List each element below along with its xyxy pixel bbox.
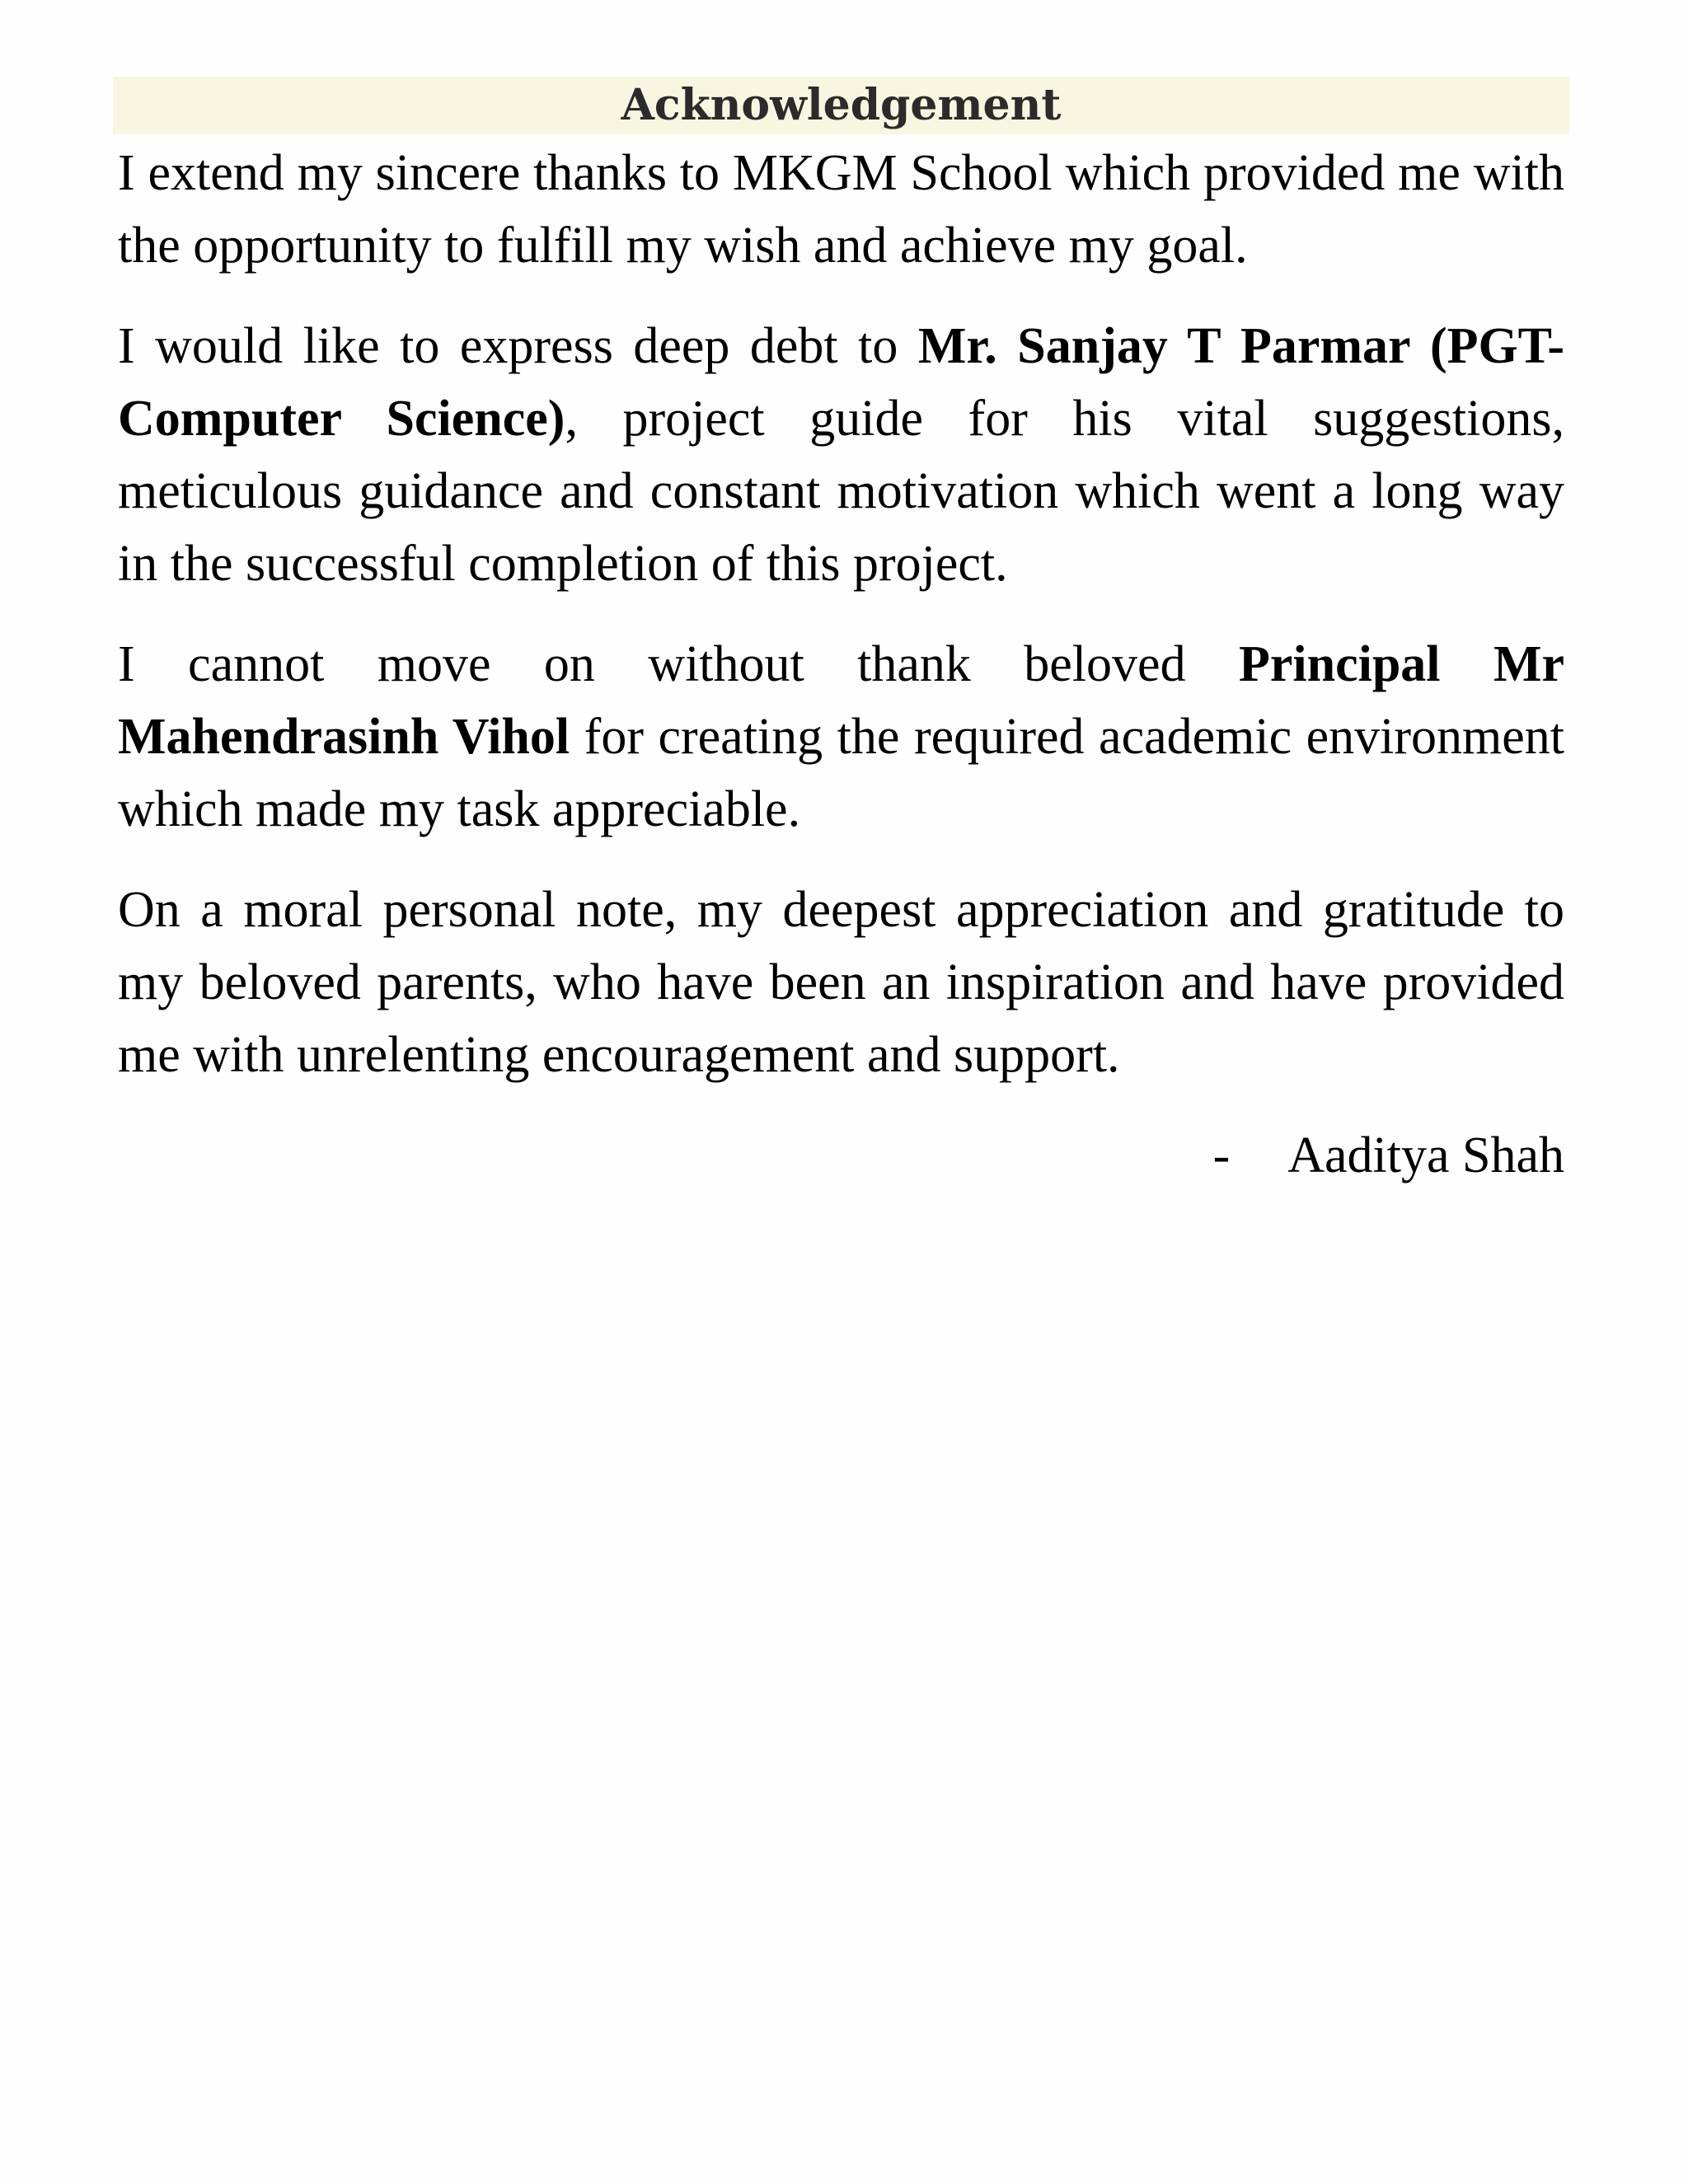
paragraph-text: On a moral personal note, my deepest appreciation and gratitude to my beloved parents, who have been an inspiration and have provided me with unrelenting encouragement and support.: [118, 882, 1564, 1083]
paragraph-school-thanks: [118, 137, 1564, 282]
title-banner: [113, 77, 1569, 134]
signature: [118, 1119, 1564, 1192]
page-title: Acknowledgement: [621, 80, 1062, 130]
paragraph-principal-thanks: [118, 628, 1564, 846]
paragraph-text-tail: , project guide for his vital suggestions, meticulous guidance and constant motivation which went a long way in the successful completion of this project.: [118, 391, 1564, 592]
acknowledgement-body: [118, 137, 1564, 1192]
paragraph-text-lead: I cannot move on without thank beloved: [118, 636, 1239, 692]
paragraph-text: I extend my sincere thanks to MKGM School which provided me with the opportunity to fulfill my wish and achieve my goal.: [118, 145, 1564, 274]
paragraph-text-lead: I would like to express deep debt to: [118, 318, 918, 374]
guide-name: Mr. Sanjay T Parmar (PGT-Computer Science): [118, 318, 1564, 447]
principal-name: Principal Mr Mahendrasinh Vihol: [118, 636, 1564, 765]
paragraph-text-tail: for creating the required academic environment which made my task appreciable.: [118, 709, 1564, 837]
paragraph-parents-thanks: [118, 874, 1564, 1091]
signature-dash: -: [1212, 1127, 1231, 1183]
author-name: Aaditya Shah: [1287, 1127, 1564, 1183]
paragraph-guide-thanks: [118, 310, 1564, 600]
